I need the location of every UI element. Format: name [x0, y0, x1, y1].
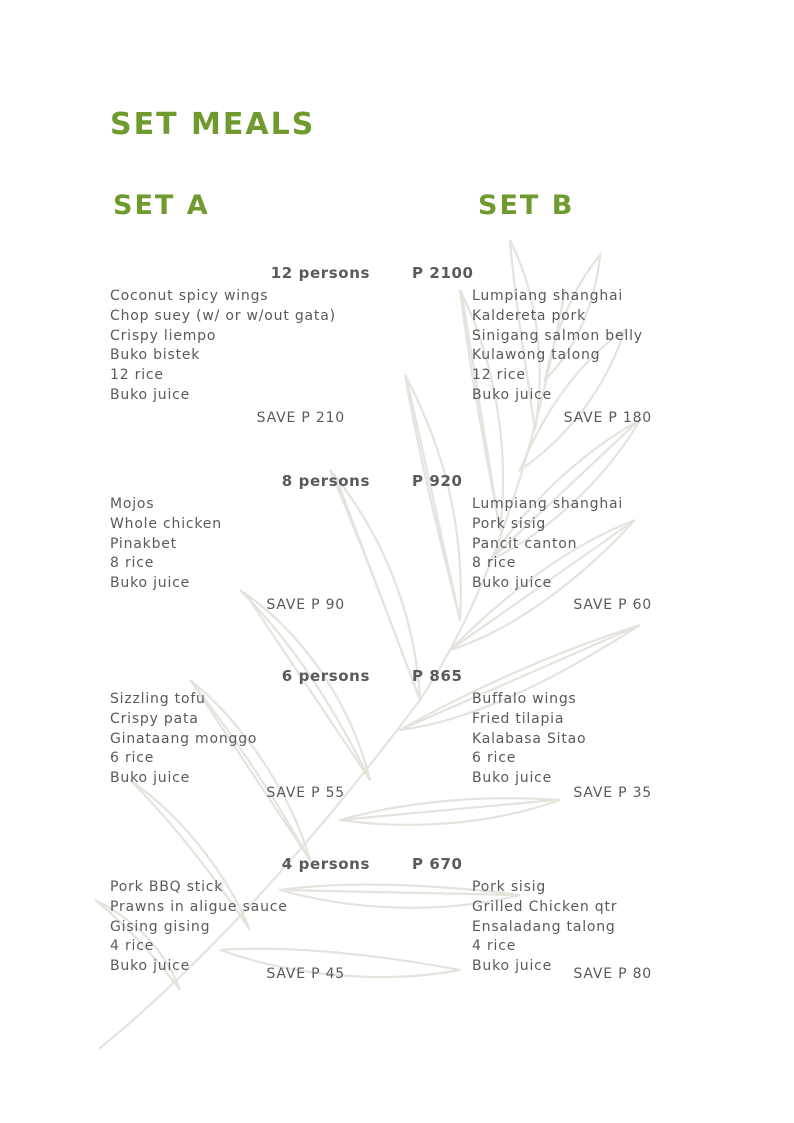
list-item: Pork BBQ stick: [110, 879, 224, 895]
list-item: Pork sisig: [472, 515, 547, 532]
list-item: Fried tilapia: [472, 710, 565, 727]
list-item: Buffalo wings: [472, 691, 577, 707]
list-item: 12 rice: [472, 367, 526, 384]
list-item: Buko juice: [472, 770, 553, 787]
persons-label: 12 persons: [270, 264, 370, 282]
set-a-item-list: [110, 878, 288, 977]
set-a-savings: SAVE P 90: [266, 597, 345, 613]
list-item: Lumpiang shanghai: [472, 288, 624, 304]
persons-label: 8 persons: [281, 472, 370, 490]
set-a-item-list: [110, 287, 336, 406]
price-label: P 670: [412, 855, 463, 873]
set-b-savings: SAVE P 180: [563, 410, 652, 426]
list-item: Kulawong talong: [472, 347, 601, 364]
price-label: P 920: [412, 472, 463, 490]
list-item: Ginataang monggo: [110, 730, 258, 747]
list-item: Kaldereta pork: [472, 307, 586, 324]
list-item: Chop suey (w/ or w/out gata): [110, 307, 336, 324]
persons-label: 4 persons: [281, 855, 370, 873]
set-b-item-list: [472, 495, 623, 594]
set-a-heading: SET A: [113, 190, 210, 221]
list-item: Buko juice: [472, 958, 553, 975]
page-title: SET MEALS: [110, 107, 316, 142]
list-item: Buko juice: [110, 575, 191, 592]
list-item: Crispy liempo: [110, 327, 217, 344]
set-a-item-list: [110, 495, 222, 594]
list-item: Pinakbet: [110, 535, 177, 552]
set-b-item-list: [472, 690, 586, 789]
list-item: 6 rice: [472, 750, 517, 767]
list-item: Pancit canton: [472, 535, 578, 552]
list-item: 4 rice: [110, 938, 155, 955]
list-item: Buko juice: [472, 575, 553, 592]
list-item: Buko bistek: [110, 347, 201, 364]
list-item: Lumpiang shanghai: [472, 496, 624, 512]
price-label: P 865: [412, 667, 463, 685]
set-a-savings: SAVE P 45: [266, 966, 345, 982]
list-item: Whole chicken: [110, 515, 222, 532]
list-item: Coconut spicy wings: [110, 288, 269, 304]
list-item: 8 rice: [472, 555, 517, 572]
list-item: Pork sisig: [472, 879, 547, 895]
list-item: Mojos: [110, 496, 155, 512]
list-item: Sinigang salmon belly: [472, 327, 643, 344]
list-item: Kalabasa Sitao: [472, 730, 587, 747]
set-a-savings: SAVE P 210: [256, 410, 345, 426]
set-b-savings: SAVE P 35: [573, 785, 652, 801]
list-item: Sizzling tofu: [110, 691, 206, 707]
set-a-item-list: [110, 690, 257, 789]
set-b-savings: SAVE P 80: [573, 966, 652, 982]
list-item: Buko juice: [110, 958, 191, 975]
list-item: 12 rice: [110, 367, 164, 384]
persons-label: 6 persons: [281, 667, 370, 685]
price-label: P 2100: [412, 264, 474, 282]
list-item: Buko juice: [110, 770, 191, 787]
list-item: Crispy pata: [110, 710, 199, 727]
list-item: Buko juice: [110, 386, 191, 403]
list-item: Gising gising: [110, 918, 211, 935]
list-item: 8 rice: [110, 555, 155, 572]
set-b-heading: SET B: [478, 190, 575, 221]
list-item: Buko juice: [472, 386, 553, 403]
list-item: Ensaladang talong: [472, 918, 616, 935]
list-item: Prawns in aligue sauce: [110, 898, 288, 915]
list-item: 4 rice: [472, 938, 517, 955]
list-item: Grilled Chicken qtr: [472, 898, 618, 915]
set-b-item-list: [472, 878, 617, 977]
set-a-savings: SAVE P 55: [266, 785, 345, 801]
list-item: 6 rice: [110, 750, 155, 767]
set-b-item-list: [472, 287, 643, 406]
set-b-savings: SAVE P 60: [573, 597, 652, 613]
